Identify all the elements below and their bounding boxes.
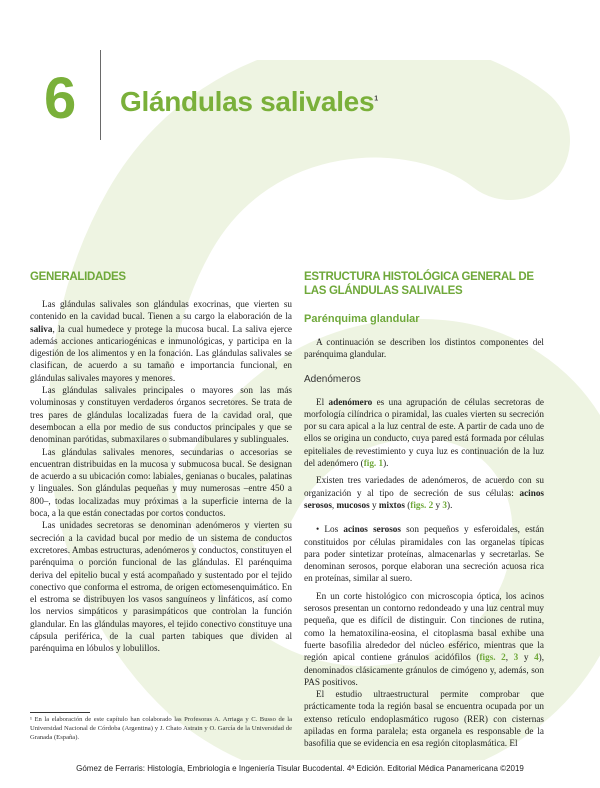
footnote: ¹ En la elaboración de este capítulo han colaborado las Profesoras A. Arriaga y C. Busso de la Universidad Nacional de Córdoba (Argentina) y J. Chato Astrain y O. García de la Universidad de Granada (España).: [30, 716, 292, 741]
paragraph: Las glándulas salivales principales o mayores son las más voluminosas y constituyen verdaderos órganos secretores. Se trata de tres pares de glándulas localizadas fuera de la cavidad oral, que desembocan a ella por medio de sus conductos principales y que se denominan parótidas, submaxilares o submandibulares y sublinguales.: [30, 385, 292, 445]
chapter-number: 6: [44, 66, 77, 131]
left-column: [30, 270, 292, 655]
figure-ref[interactable]: 3: [513, 652, 519, 663]
paragraph: El adenómero es una agrupación de células secretoras de morfología cilíndrica o piramidal, las cuales vierten su secreción por su cara apical a la luz central de este. A partir de cada uno de ellos se origina un conducto, cuya pared está formada por células epiteliales de revestimiento y cuya luz es continuación de la luz del adenómero (fig. 1).: [304, 396, 544, 469]
chapter-title: Glándulas salivales$^1$: [120, 86, 378, 117]
figure-ref[interactable]: figs. 2: [410, 499, 434, 510]
paragraph: Las glándulas salivales son glándulas exocrinas, que vierten su contenido en la cavidad bucal. Tienen a su cargo la elaboración de la saliva, la cual humedece y protege la mucosa bucal. La saliva ejerce además acciones anticariogénicas e inmunológicas, y participa en la digestión de los alimentos y en la fonación. Las glándulas salivales se clasifican, de acuerdo a su tamaño e importancia funcional, en glándulas salivales mayores y menores.: [30, 299, 292, 383]
paragraph: Existen tres variedades de adenómeros, de acuerdo con su organización y al tipo de secreción de sus células: acinos serosos, mucosos y mixtos (figs. 2 y 3).: [304, 475, 544, 510]
right-column: [304, 270, 544, 750]
figure-ref[interactable]: figs. 2: [479, 652, 506, 663]
footnote-marker: 1: [374, 95, 378, 103]
figure-ref[interactable]: 4: [534, 652, 539, 663]
section-heading-estructura: ESTRUCTURA HISTOLÓGICA GENERAL DE LAS GLÁNDULAS SALIVALES: [304, 271, 534, 297]
section-heading-generalidades: GENERALIDADES: [30, 271, 126, 283]
paragraph: Las glándulas salivales menores, secundarias o accesorias se encuentran distribuidas en la mucosa y submucosa bucal. Se designan de acuerdo a su ubicación como: labiales, genianas o bucales, palatinas y linguales. Son glándulas pequeñas y muy numerosas –entre 450 a 800–, todas localizadas muy próximas a la superficie interna de la boca, a la que están conectadas por cortos conductos.: [30, 446, 292, 519]
footnote-divider: [30, 712, 90, 713]
chapter-divider: [100, 50, 101, 140]
figure-ref[interactable]: fig. 1: [363, 458, 384, 469]
bullet-paragraph: • Los acinos serosos son pequeños y esferoidales, están constituidos por células piramidales con las organelas típicas para poder sintetizar proteínas, almacenarlas y secretarlas. Se denominan serosos, porque elaboran una secreción acuosa rica en proteínas, similar al suero.: [304, 524, 545, 584]
figure-ref[interactable]: 3: [442, 499, 448, 510]
page-footer: Gómez de Ferraris: Histología, Embriología e Ingeniería Tisular Bucodental. 4ª Edición. Editorial Médica Panamericana ©2019: [76, 764, 524, 773]
paragraph: El estudio ultraestructural permite comprobar que prácticamente toda la región basal se encuentra ocupada por un extenso retículo endoplasmático rugoso (RER) con cisternas apiladas en forma paralela; esta organela es responsable de la basofilia que se evidencia en esa región citoplasmática. El: [304, 689, 544, 749]
paragraph: Las unidades secretoras se denominan adenómeros y vierten su secreción a la cavidad bucal por medio de un sistema de conductos excretores. Ambas estructuras, adenómeros y conductos, constituyen el parénquima o porción funcional de las glándulas. El parénquima deriva del epitelio bucal y está acompañado y sustentado por el tejido conectivo que conforma el estroma, de origen ectomesenquimático. En el estroma se distribuyen los vasos sanguíneos y linfáticos, así como los nervios simpáticos y parasimpáticos que controlan la función glandular. En las glándulas mayores, el tejido conectivo constituye una cápsula periférica, de la cual parten tabiques que dividen al parénquima en lóbulos y lobulillos.: [30, 520, 292, 654]
paragraph: A continuación se describen los distintos componentes del parénquima glandular.: [304, 337, 544, 360]
paragraph: En un corte histológico con microscopia óptica, los acinos serosos presentan un contorno redondeado y una luz central muy pequeña, que es difícil de distinguir. Con tinciones de rutina, como la hematoxilina-eosina, el citoplasma basal exhibe una fuerte basofilia alrededor del núcleo esférico, mientras que la región apical contiene gránulos acidófilos (figs. 2, 3 y 4), denominados clásicamente gránulos de cimógeno y, además, son PAS positivos.: [304, 590, 545, 687]
subheading-adenomeros: Adenómeros: [304, 373, 361, 385]
subheading-parenquima: Parénquima glandular: [304, 313, 420, 325]
